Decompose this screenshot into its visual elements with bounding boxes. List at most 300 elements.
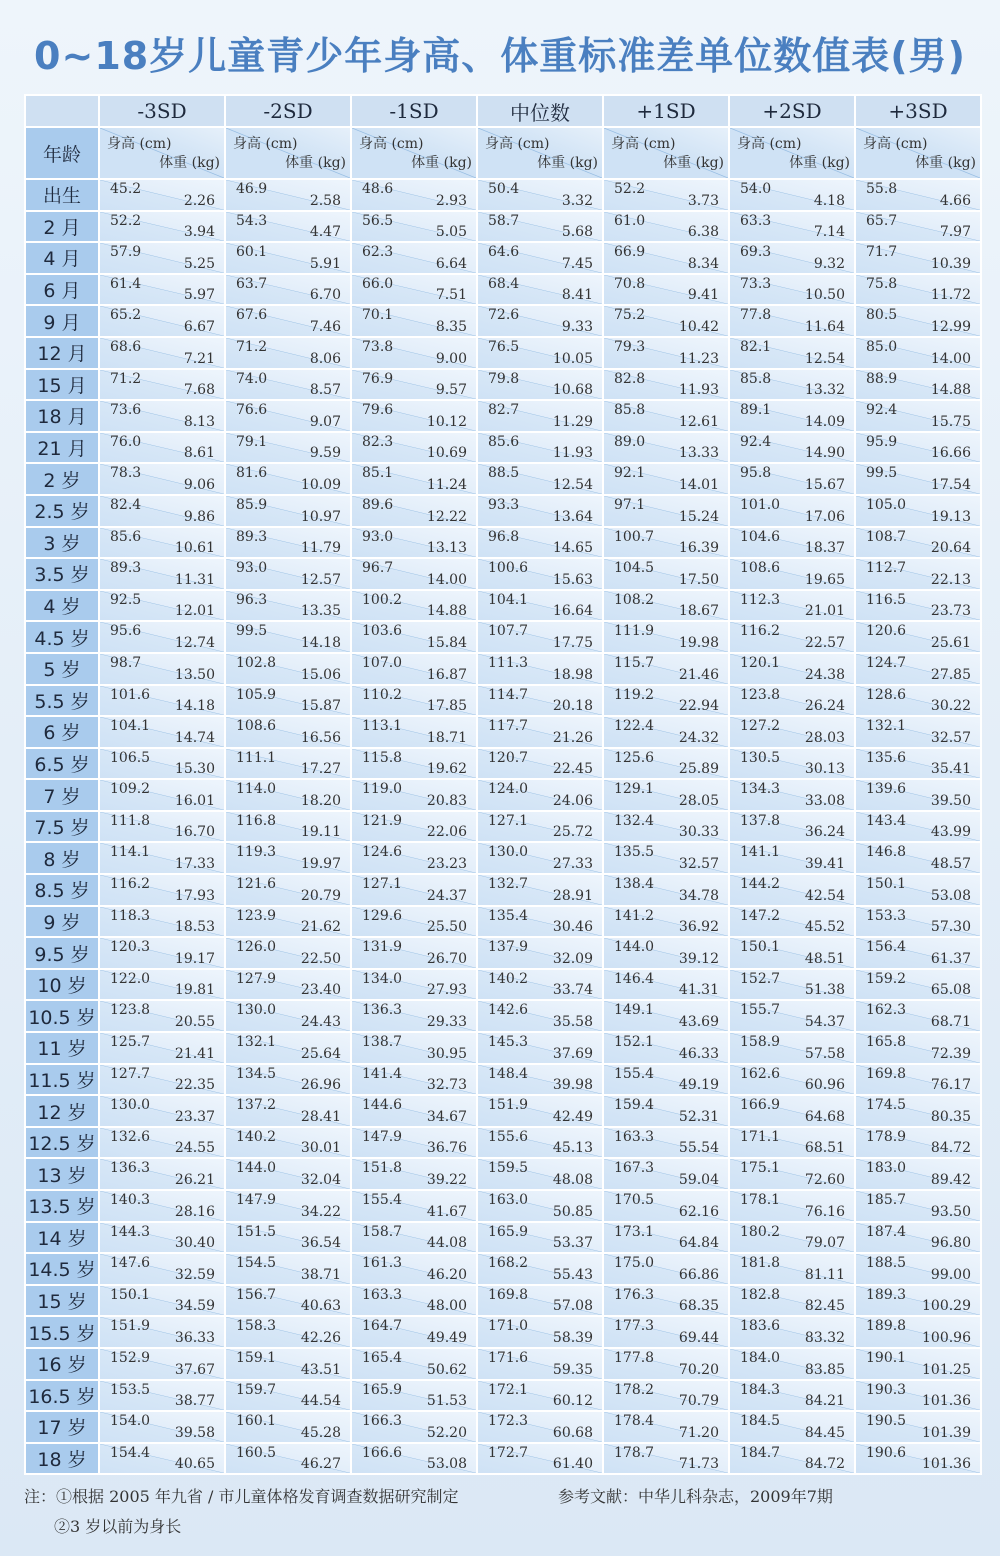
height-value: 60.1 xyxy=(236,244,268,261)
height-value: 158.3 xyxy=(236,1318,277,1335)
height-value: 85.8 xyxy=(740,370,772,387)
weight-value: 10.39 xyxy=(930,255,971,272)
weight-value: 3.32 xyxy=(561,192,593,209)
value-cell xyxy=(351,242,477,274)
value-cell-diagonal xyxy=(226,180,350,210)
table-row xyxy=(25,527,981,559)
weight-value: 30.01 xyxy=(300,1140,341,1157)
value-cell xyxy=(99,1000,225,1032)
unit-header-diagonal xyxy=(478,128,602,178)
value-cell xyxy=(225,179,351,211)
value-cell xyxy=(225,305,351,337)
value-cell xyxy=(351,1222,477,1254)
age-cell: 14.5 岁 xyxy=(25,1253,99,1285)
weight-value: 12.61 xyxy=(678,413,719,430)
weight-value: 19.11 xyxy=(300,824,341,841)
weight-value: 26.21 xyxy=(174,1172,215,1188)
height-value: 184.3 xyxy=(740,1381,781,1398)
height-value: 93.0 xyxy=(236,560,268,577)
height-value: 57.9 xyxy=(110,244,142,261)
value-cell-diagonal xyxy=(730,180,854,210)
weight-value: 33.74 xyxy=(552,982,593,999)
value-cell xyxy=(855,463,981,495)
value-cell xyxy=(729,1380,855,1412)
value-cell xyxy=(99,685,225,717)
value-cell xyxy=(855,1064,981,1096)
value-cell-diagonal xyxy=(100,1381,224,1411)
value-cell-diagonal xyxy=(478,1096,602,1126)
value-cell xyxy=(225,495,351,527)
weight-value: 49.19 xyxy=(678,1077,719,1094)
value-cell xyxy=(99,874,225,906)
weight-value: 21.62 xyxy=(300,919,341,936)
weight-value: 3.73 xyxy=(687,192,719,209)
value-cell xyxy=(225,432,351,464)
value-cell-diagonal xyxy=(730,1001,854,1031)
value-cell-diagonal xyxy=(604,180,728,210)
weight-value: 99.00 xyxy=(930,1266,971,1283)
value-cell-diagonal xyxy=(352,338,476,368)
value-cell xyxy=(855,1000,981,1032)
height-value: 82.8 xyxy=(614,370,646,387)
weight-value: 84.45 xyxy=(804,1424,845,1441)
value-cell-diagonal xyxy=(856,433,980,463)
age-cell: 6 岁 xyxy=(25,716,99,748)
value-cell-diagonal xyxy=(100,496,224,526)
value-cell-diagonal xyxy=(856,907,980,937)
value-cell xyxy=(603,305,729,337)
weight-value: 11.64 xyxy=(804,318,845,335)
value-cell xyxy=(99,779,225,811)
value-cell-diagonal xyxy=(730,1033,854,1063)
height-value: 89.1 xyxy=(740,402,772,419)
value-cell-diagonal xyxy=(352,1381,476,1411)
height-unit-label: 身高 (cm) xyxy=(107,136,172,152)
sd-column-header: -2SD xyxy=(225,95,351,127)
age-cell: 13 岁 xyxy=(25,1158,99,1190)
table-row xyxy=(25,495,981,527)
value-cell-diagonal xyxy=(478,970,602,1000)
weight-value: 21.41 xyxy=(174,1045,215,1062)
value-cell xyxy=(729,1316,855,1348)
table-row xyxy=(25,874,981,906)
value-cell-diagonal xyxy=(604,212,728,242)
value-cell xyxy=(477,874,603,906)
height-value: 85.0 xyxy=(866,338,898,355)
table-row xyxy=(25,1222,981,1254)
weight-value: 16.70 xyxy=(174,824,215,841)
value-cell xyxy=(225,463,351,495)
weight-value: 14.90 xyxy=(804,445,845,462)
value-cell xyxy=(477,621,603,653)
weight-unit-label: 体重 (kg) xyxy=(411,155,472,171)
value-cell-diagonal xyxy=(352,654,476,684)
height-value: 178.1 xyxy=(740,1192,781,1208)
value-cell-diagonal xyxy=(730,433,854,463)
weight-value: 32.04 xyxy=(300,1172,341,1188)
weight-value: 8.57 xyxy=(309,382,341,399)
age-cell: 12.5 岁 xyxy=(25,1127,99,1159)
weight-value: 11.29 xyxy=(552,413,593,430)
height-value: 78.3 xyxy=(110,465,142,482)
height-value: 82.4 xyxy=(110,496,142,513)
weight-value: 41.67 xyxy=(426,1203,467,1220)
value-cell xyxy=(351,1095,477,1127)
value-cell-diagonal xyxy=(226,433,350,463)
value-cell xyxy=(729,1095,855,1127)
height-value: 61.0 xyxy=(614,212,646,229)
height-value: 45.2 xyxy=(110,181,142,197)
value-cell-diagonal xyxy=(604,654,728,684)
weight-value: 6.70 xyxy=(309,287,341,304)
weight-value: 15.84 xyxy=(426,634,467,651)
value-cell xyxy=(351,1000,477,1032)
height-value: 146.8 xyxy=(866,844,907,861)
height-value: 190.6 xyxy=(866,1444,907,1461)
height-value: 76.0 xyxy=(110,433,142,450)
weight-value: 36.33 xyxy=(174,1329,215,1346)
weight-value: 45.52 xyxy=(804,919,845,936)
height-value: 127.2 xyxy=(740,718,781,735)
height-unit-label: 身高 (cm) xyxy=(611,136,676,152)
value-cell xyxy=(855,1316,981,1348)
value-cell-diagonal xyxy=(100,1317,224,1347)
height-value: 184.0 xyxy=(740,1349,781,1366)
height-value: 177.3 xyxy=(614,1318,655,1335)
height-value: 101.6 xyxy=(110,686,151,703)
value-cell-diagonal xyxy=(604,1444,728,1474)
value-cell xyxy=(99,179,225,211)
weight-value: 4.66 xyxy=(939,192,971,209)
sd-header-row xyxy=(25,95,981,127)
value-cell-diagonal xyxy=(730,717,854,747)
height-value: 122.4 xyxy=(614,718,655,735)
weight-value: 50.85 xyxy=(552,1203,593,1220)
weight-value: 45.28 xyxy=(300,1424,341,1441)
value-cell xyxy=(477,842,603,874)
value-cell xyxy=(99,1411,225,1443)
weight-value: 14.00 xyxy=(426,571,467,588)
value-cell xyxy=(477,969,603,1001)
age-cell: 出生 xyxy=(25,179,99,211)
height-value: 52.2 xyxy=(110,212,142,229)
value-cell xyxy=(351,1127,477,1159)
value-cell-diagonal xyxy=(478,212,602,242)
weight-value: 30.40 xyxy=(174,1235,215,1252)
value-cell xyxy=(351,1032,477,1064)
height-value: 72.6 xyxy=(488,307,520,324)
height-value: 190.3 xyxy=(866,1381,907,1398)
height-value: 63.3 xyxy=(740,212,772,229)
value-cell-diagonal xyxy=(100,180,224,210)
value-cell xyxy=(855,1411,981,1443)
value-cell-diagonal xyxy=(604,907,728,937)
weight-value: 15.30 xyxy=(174,761,215,778)
age-cell: 9.5 岁 xyxy=(25,937,99,969)
height-value: 99.5 xyxy=(866,465,898,482)
height-value: 141.2 xyxy=(614,907,655,924)
value-cell xyxy=(99,1127,225,1159)
value-cell xyxy=(351,305,477,337)
value-cell xyxy=(729,1064,855,1096)
value-cell xyxy=(225,1032,351,1064)
table-row xyxy=(25,1032,981,1064)
value-cell-diagonal xyxy=(730,212,854,242)
weight-value: 84.21 xyxy=(804,1393,845,1410)
weight-value: 27.93 xyxy=(426,982,467,999)
height-value: 76.9 xyxy=(362,370,394,387)
height-value: 137.2 xyxy=(236,1097,277,1114)
height-value: 159.1 xyxy=(236,1349,277,1366)
height-value: 190.5 xyxy=(866,1413,907,1430)
value-cell-diagonal xyxy=(226,370,350,400)
weight-value: 6.38 xyxy=(687,224,719,241)
weight-value: 6.67 xyxy=(183,318,215,335)
value-cell xyxy=(225,716,351,748)
value-cell xyxy=(603,1316,729,1348)
weight-value: 17.54 xyxy=(930,476,971,493)
weight-value: 82.45 xyxy=(804,1298,845,1315)
value-cell xyxy=(99,1316,225,1348)
value-cell-diagonal xyxy=(352,907,476,937)
value-cell-diagonal xyxy=(100,464,224,494)
value-cell xyxy=(477,1348,603,1380)
height-value: 124.6 xyxy=(362,844,403,861)
weight-value: 70.79 xyxy=(678,1393,719,1410)
value-cell xyxy=(99,621,225,653)
height-value: 62.3 xyxy=(362,244,394,261)
value-cell-diagonal xyxy=(352,717,476,747)
age-cell: 16 岁 xyxy=(25,1348,99,1380)
weight-value: 46.33 xyxy=(678,1045,719,1062)
value-cell-diagonal xyxy=(604,843,728,873)
age-cell: 18 月 xyxy=(25,400,99,432)
weight-value: 11.93 xyxy=(552,445,593,462)
value-cell xyxy=(729,527,855,559)
value-cell-diagonal xyxy=(730,1254,854,1284)
value-cell xyxy=(603,748,729,780)
height-value: 89.3 xyxy=(110,560,142,577)
value-cell-diagonal xyxy=(100,654,224,684)
weight-value: 9.00 xyxy=(435,350,467,367)
weight-value: 23.40 xyxy=(300,982,341,999)
value-cell xyxy=(603,1411,729,1443)
value-cell-diagonal xyxy=(226,907,350,937)
height-value: 151.9 xyxy=(110,1318,151,1335)
value-cell xyxy=(99,432,225,464)
value-cell xyxy=(225,874,351,906)
height-value: 167.3 xyxy=(614,1160,655,1177)
value-cell xyxy=(99,495,225,527)
height-value: 85.1 xyxy=(362,465,394,482)
height-value: 88.5 xyxy=(488,465,520,482)
height-value: 89.0 xyxy=(614,433,646,450)
value-cell xyxy=(351,369,477,401)
value-cell xyxy=(99,369,225,401)
weight-value: 19.97 xyxy=(300,856,341,873)
value-cell xyxy=(729,1253,855,1285)
unit-header-cell xyxy=(855,127,981,179)
value-cell xyxy=(855,305,981,337)
height-value: 122.0 xyxy=(110,970,151,987)
height-value: 93.0 xyxy=(362,528,394,545)
height-value: 154.0 xyxy=(110,1413,151,1430)
value-cell-diagonal xyxy=(604,970,728,1000)
weight-value: 11.72 xyxy=(930,287,971,304)
weight-value: 61.40 xyxy=(552,1456,593,1473)
height-value: 166.3 xyxy=(362,1413,403,1430)
height-value: 88.9 xyxy=(866,370,898,387)
value-cell xyxy=(729,748,855,780)
value-cell-diagonal xyxy=(604,1254,728,1284)
value-cell xyxy=(855,1380,981,1412)
weight-value: 39.50 xyxy=(930,792,971,809)
height-value: 106.5 xyxy=(110,749,151,766)
value-cell-diagonal xyxy=(856,1128,980,1158)
value-cell xyxy=(477,1000,603,1032)
height-value: 112.7 xyxy=(866,560,907,577)
value-cell-diagonal xyxy=(352,875,476,905)
value-cell-diagonal xyxy=(100,1191,224,1221)
value-cell-diagonal xyxy=(856,243,980,273)
height-value: 92.4 xyxy=(866,402,898,419)
height-value: 96.7 xyxy=(362,560,394,577)
height-value: 148.4 xyxy=(488,1065,529,1082)
weight-value: 14.88 xyxy=(930,382,971,399)
weight-value: 60.96 xyxy=(804,1077,845,1094)
value-cell-diagonal xyxy=(856,875,980,905)
value-cell-diagonal xyxy=(856,1065,980,1095)
value-cell xyxy=(729,211,855,243)
height-value: 160.5 xyxy=(236,1444,277,1461)
value-cell xyxy=(99,1190,225,1222)
weight-value: 17.85 xyxy=(426,698,467,715)
height-value: 64.6 xyxy=(488,244,520,261)
weight-value: 18.67 xyxy=(678,603,719,620)
height-value: 183.0 xyxy=(866,1160,907,1177)
table-row xyxy=(25,1411,981,1443)
weight-value: 12.22 xyxy=(426,508,467,525)
weight-value: 65.08 xyxy=(930,982,971,999)
value-cell xyxy=(351,969,477,1001)
weight-value: 15.24 xyxy=(678,508,719,525)
value-cell xyxy=(855,211,981,243)
value-cell-diagonal xyxy=(730,1065,854,1095)
height-value: 169.8 xyxy=(866,1065,907,1082)
value-cell xyxy=(855,495,981,527)
value-cell-diagonal xyxy=(478,1033,602,1063)
value-cell xyxy=(99,400,225,432)
weight-value: 41.31 xyxy=(678,982,719,999)
value-cell-diagonal xyxy=(856,717,980,747)
height-value: 137.8 xyxy=(740,812,781,829)
weight-value: 5.68 xyxy=(561,224,593,241)
height-value: 93.3 xyxy=(488,496,520,513)
age-cell: 17 岁 xyxy=(25,1411,99,1443)
height-value: 120.6 xyxy=(866,623,907,640)
value-cell-diagonal xyxy=(604,1065,728,1095)
table-row xyxy=(25,937,981,969)
value-cell-diagonal xyxy=(352,1223,476,1253)
value-cell xyxy=(99,274,225,306)
value-cell xyxy=(477,1158,603,1190)
weight-value: 39.41 xyxy=(804,856,845,873)
weight-value: 22.45 xyxy=(552,761,593,778)
value-cell xyxy=(225,621,351,653)
value-cell-diagonal xyxy=(226,1412,350,1442)
value-cell xyxy=(351,1348,477,1380)
weight-value: 59.35 xyxy=(552,1361,593,1378)
weight-value: 35.58 xyxy=(552,1014,593,1031)
value-cell-diagonal xyxy=(478,306,602,336)
value-cell-diagonal xyxy=(100,938,224,968)
weight-value: 4.47 xyxy=(309,224,341,241)
value-cell xyxy=(603,779,729,811)
value-cell xyxy=(477,463,603,495)
height-unit-label: 身高 (cm) xyxy=(233,136,298,152)
height-value: 116.2 xyxy=(740,623,781,640)
value-cell-diagonal xyxy=(226,1349,350,1379)
value-cell-diagonal xyxy=(352,686,476,716)
weight-value: 53.37 xyxy=(552,1235,593,1252)
value-cell-diagonal xyxy=(352,1033,476,1063)
value-cell xyxy=(351,337,477,369)
value-cell xyxy=(477,906,603,938)
height-value: 180.2 xyxy=(740,1223,781,1240)
height-value: 74.0 xyxy=(236,370,268,387)
value-cell xyxy=(855,1253,981,1285)
height-value: 135.4 xyxy=(488,907,529,924)
unit-header-diagonal xyxy=(856,128,980,178)
height-value: 98.7 xyxy=(110,654,142,671)
value-cell xyxy=(225,1158,351,1190)
weight-value: 35.41 xyxy=(930,761,971,778)
weight-value: 2.58 xyxy=(309,192,341,209)
table-row xyxy=(25,400,981,432)
height-value: 130.0 xyxy=(236,1002,277,1019)
value-cell-diagonal xyxy=(478,780,602,810)
weight-value: 30.46 xyxy=(552,919,593,936)
value-cell xyxy=(477,1285,603,1317)
weight-value: 26.24 xyxy=(804,698,845,715)
weight-value: 36.24 xyxy=(804,824,845,841)
value-cell-diagonal xyxy=(478,907,602,937)
age-cell: 6.5 岁 xyxy=(25,748,99,780)
value-cell-diagonal xyxy=(604,812,728,842)
height-value: 73.6 xyxy=(110,402,142,419)
value-cell xyxy=(351,463,477,495)
value-cell-diagonal xyxy=(478,1065,602,1095)
value-cell xyxy=(99,1285,225,1317)
height-value: 135.5 xyxy=(614,844,655,861)
value-cell-diagonal xyxy=(730,401,854,431)
height-value: 113.1 xyxy=(362,718,403,735)
height-value: 109.2 xyxy=(110,781,151,798)
height-value: 136.3 xyxy=(110,1160,151,1177)
value-cell xyxy=(603,842,729,874)
value-cell xyxy=(729,1190,855,1222)
value-cell-diagonal xyxy=(730,654,854,684)
table-row xyxy=(25,1190,981,1222)
value-cell-diagonal xyxy=(730,1349,854,1379)
value-cell xyxy=(477,1380,603,1412)
value-cell-diagonal xyxy=(604,464,728,494)
header-corner xyxy=(25,95,99,127)
height-value: 71.2 xyxy=(236,338,268,355)
weight-value: 23.23 xyxy=(426,856,467,873)
height-value: 130.0 xyxy=(110,1097,151,1114)
value-cell-diagonal xyxy=(730,559,854,589)
